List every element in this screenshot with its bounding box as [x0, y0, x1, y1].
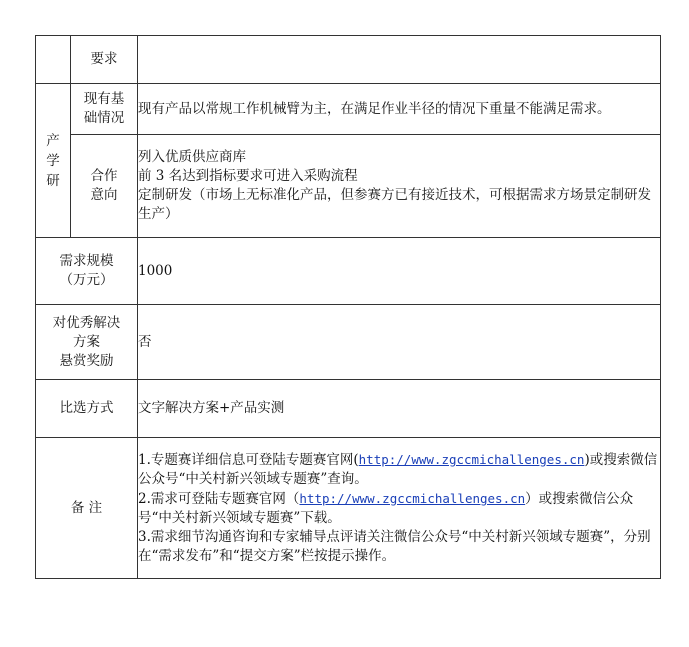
cooperation-value — [138, 135, 661, 238]
notes-label: 备 注 — [36, 438, 138, 579]
official-site-link[interactable]: http://www.zgccmichallenges.cn — [299, 491, 526, 506]
row-demand-scale — [36, 238, 661, 305]
current-basis-value: 现有产品以常规工作机械臂为主，在满足作业半径的情况下重量不能满足需求。 — [138, 84, 661, 135]
blank-cell — [36, 36, 71, 84]
row-requirement — [36, 36, 661, 84]
current-basis-label-line: 现有基 — [83, 91, 125, 107]
cooperation-label — [71, 135, 138, 238]
note-line-3: 3.需求细节沟通咨询和专家辅导点评请关注微信公众号“中关村新兴领域专题赛”，分别在“需求发布”和“提交方案”栏按提示操作。 — [138, 529, 651, 564]
requirement-form-table — [35, 35, 661, 579]
note-1-prefix: 1.专题赛详细信息可登陆专题赛官网( — [138, 452, 359, 468]
demand-scale-label — [36, 238, 138, 305]
row-selection — [36, 380, 661, 438]
selection-label: 比选方式 — [36, 380, 138, 438]
cooperation-line: 列入优质供应商库 — [138, 149, 246, 165]
current-basis-label — [71, 84, 138, 135]
row-reward — [36, 305, 661, 380]
demand-scale-label-line: （万元） — [59, 272, 114, 288]
reward-label-line: 对优秀解决 — [52, 314, 121, 331]
reward-value: 否 — [138, 305, 661, 380]
research-group-char: 学 — [46, 152, 60, 169]
note-line-1 — [138, 450, 660, 489]
note-1-suffix: )或搜索微信公众号“中关村新兴领域专题赛”查询。 — [138, 452, 658, 487]
research-group-char: 研 — [46, 172, 60, 189]
note-line-2 — [138, 489, 660, 528]
research-group-label — [36, 84, 71, 238]
row-current-basis — [36, 84, 661, 135]
demand-scale-value: 1000 — [138, 238, 661, 305]
notes-value — [138, 438, 661, 579]
cooperation-label-line: 意向 — [90, 187, 118, 203]
reward-label — [36, 305, 138, 380]
note-2-prefix: 2.需求可登陆专题赛官网（ — [138, 491, 300, 507]
cooperation-line: 前 3 名达到指标要求可进入采购流程 — [138, 168, 358, 184]
research-group-char: 产 — [46, 132, 60, 149]
official-site-link[interactable]: http://www.zgccmichallenges.cn — [358, 452, 585, 467]
row-notes — [36, 438, 661, 579]
note-2-suffix: ）或搜索微信公众号“中关村新兴领域专题赛”下载。 — [138, 491, 634, 526]
requirement-value — [138, 36, 661, 84]
cooperation-label-line: 合作 — [90, 168, 118, 184]
reward-label-line: 悬赏奖励 — [59, 352, 114, 369]
row-cooperation — [36, 135, 661, 238]
requirement-label: 要求 — [71, 36, 138, 84]
cooperation-line: 定制研发（市场上无标准化产品，但参赛方已有接近技术，可根据需求方场景定制研发生产） — [138, 187, 651, 222]
demand-scale-label-line: 需求规模 — [59, 253, 114, 269]
selection-value: 文字解决方案+产品实测 — [138, 380, 661, 438]
current-basis-label-line: 础情况 — [83, 110, 125, 126]
reward-label-line: 方案 — [73, 333, 100, 350]
